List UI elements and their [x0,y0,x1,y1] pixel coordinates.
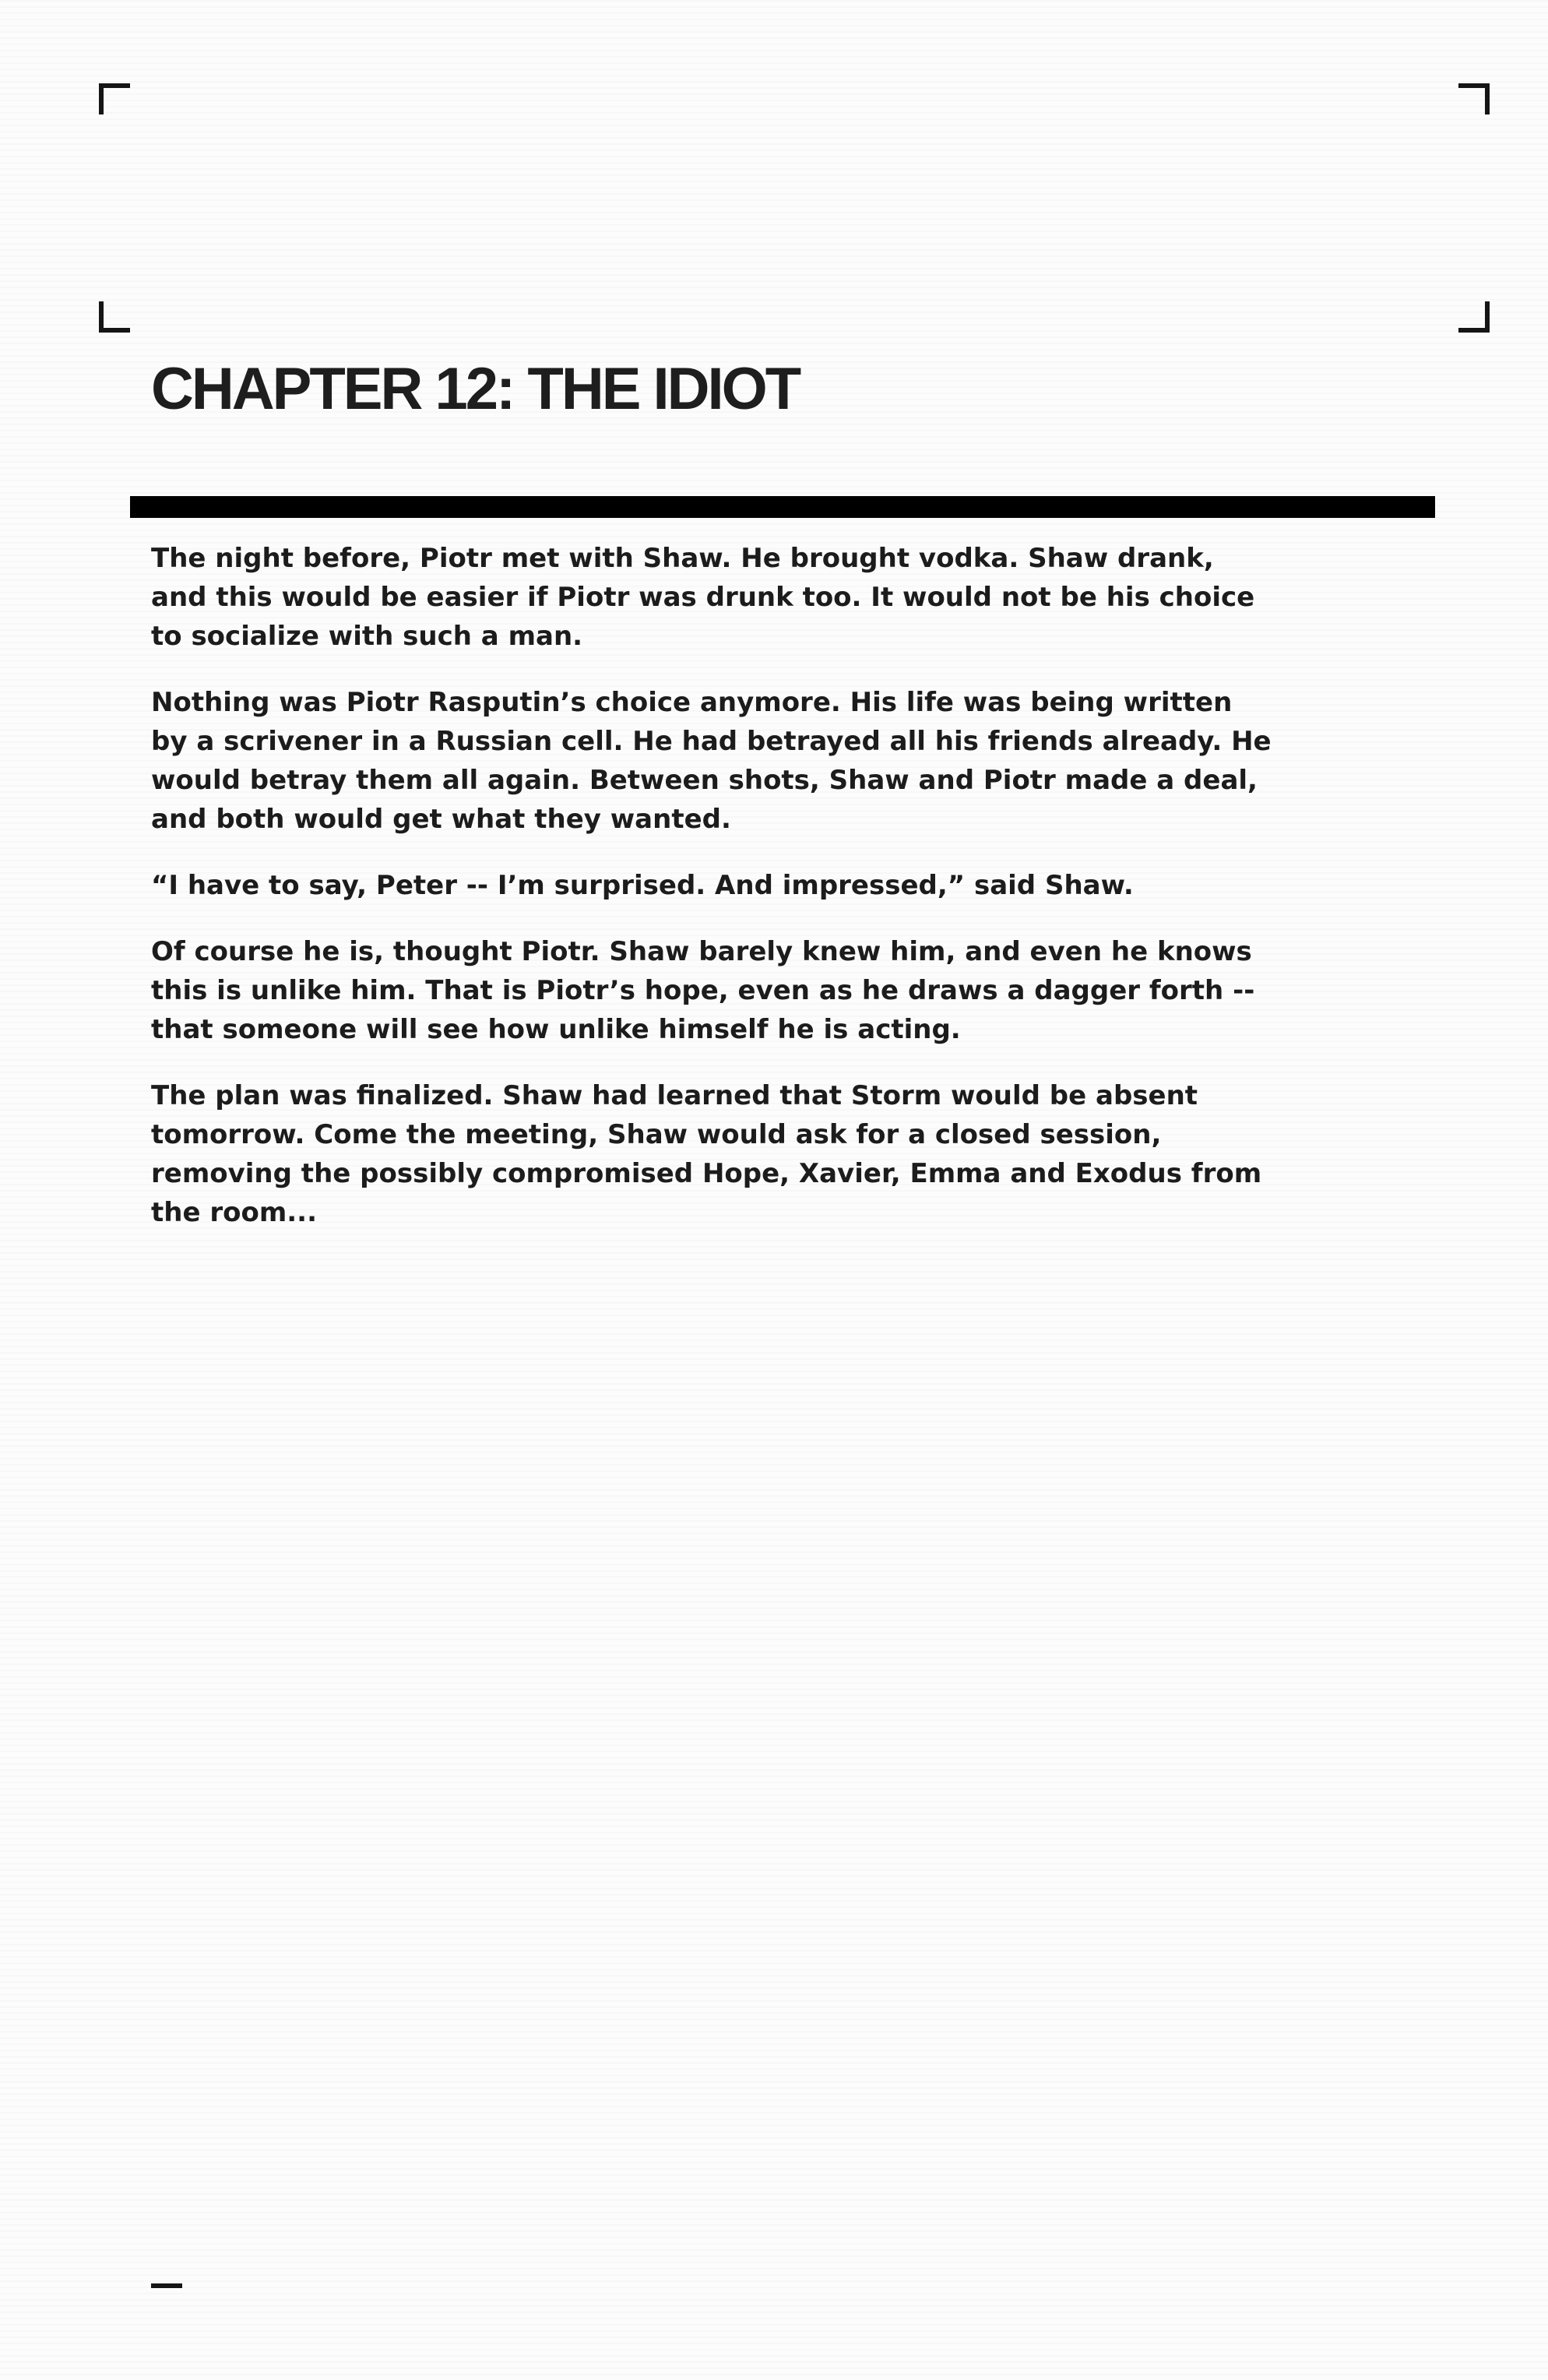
crop-mark-top-left [99,83,130,114]
chapter-body [151,539,1272,1259]
paragraph: The plan was finalized. Shaw had learned that Storm would be absent tomorrow. Come the meeting, Shaw would ask for a closed session, removing the possibly compromised Hope, Xavier, Emma and Exodus from the room... [151,1080,1262,1228]
paragraph: Nothing was Piotr Rasputin’s choice anymore. His life was being written by a scrivener in a Russian cell. He had betrayed all his friends already. He would betray them all again. Between shots, Shaw and Piotr made a deal, and both would get what they wanted. [151,687,1272,835]
paragraph: Of course he is, thought Piotr. Shaw barely knew him, and even he knows this is unlike him. That is Piotr’s hope, even as he draws a dagger forth -- that someone will see how unlike himself he is acting. [151,936,1255,1045]
crop-mark-bottom-left [99,301,130,333]
crop-mark-bottom-right [1458,301,1490,333]
title-divider [130,496,1435,518]
chapter-title: CHAPTER 12: THE IDIOT [151,356,800,422]
crop-mark-top-right [1458,83,1490,114]
page-footer-mark [151,2283,182,2288]
paragraph: “I have to say, Peter -- I’m surprised. And impressed,” said Shaw. [151,870,1134,901]
paragraph: The night before, Piotr met with Shaw. He brought vodka. Shaw drank, and this would be easier if Piotr was drunk too. It would not be his choice to socialize with such a man. [151,543,1255,652]
